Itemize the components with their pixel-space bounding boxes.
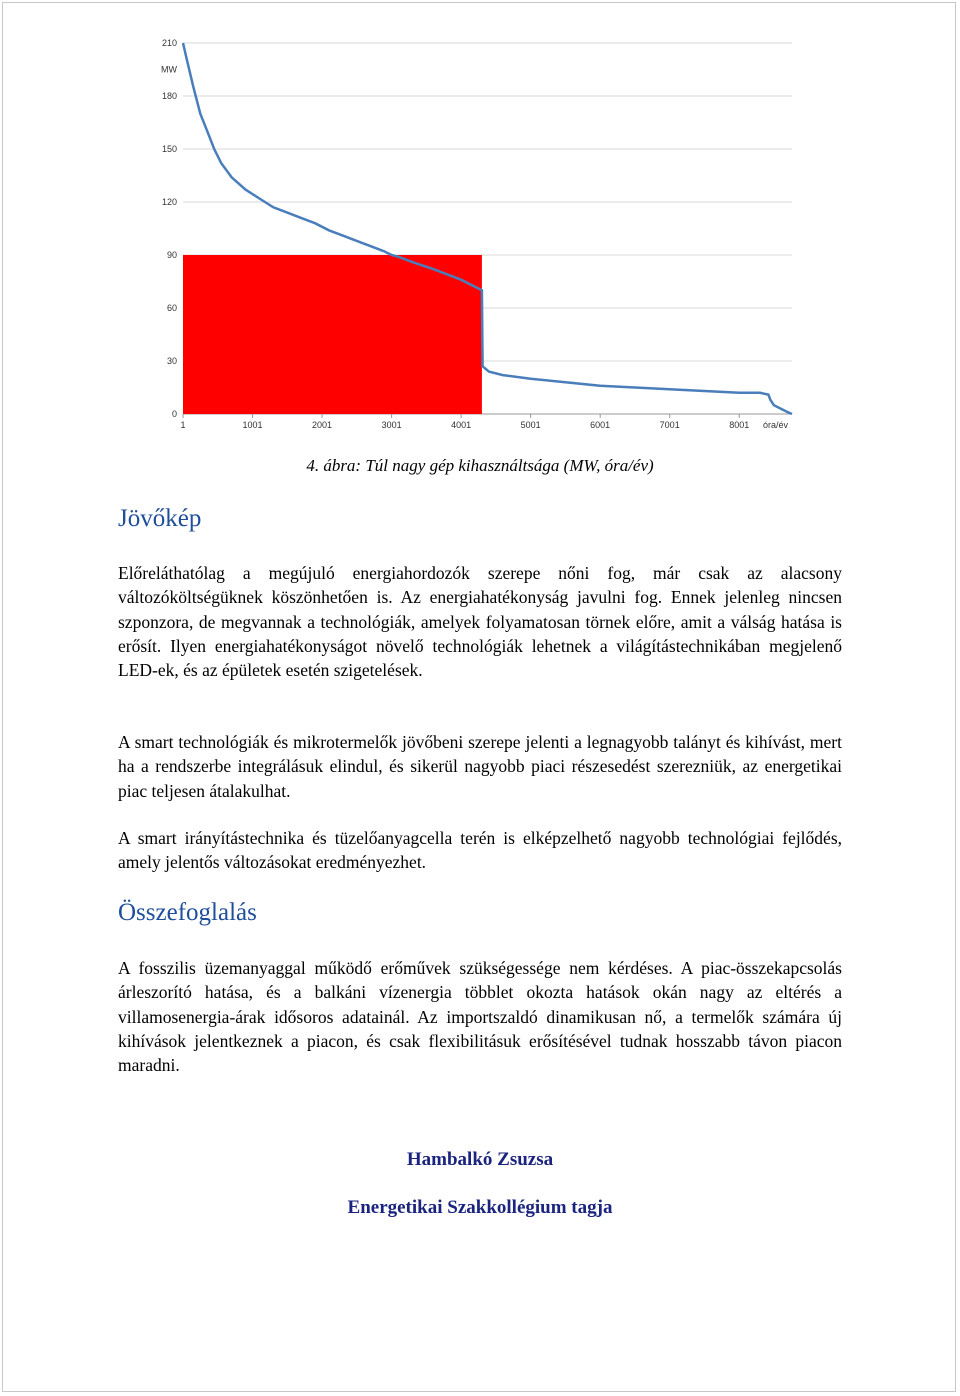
chart-y-axis — [162, 38, 177, 419]
paragraph-future-3: A smart irányítástechnika és tüzelőanyagcella terén is elképzelhető nagyobb technológiai fejlődés, amely jelentős változásokat eredményezhet. — [118, 828, 842, 873]
chart-x-axis — [180, 414, 792, 430]
signature-name: Hambalkó Zsuzsa — [406, 1149, 554, 1170]
chart-y-tick-label: 60 — [166, 303, 177, 313]
chart-x-tick-label: 5001 — [520, 420, 541, 430]
load-duration-chart — [150, 32, 800, 442]
chart-y-tick-label: 120 — [161, 197, 177, 207]
chart-highlight-rect — [183, 255, 482, 414]
chart-y-tick-label: 90 — [166, 250, 177, 260]
chart-x-tick-label: 6001 — [590, 420, 611, 430]
chart-y-tick-label: 30 — [166, 356, 177, 366]
paragraph-summary-1: A fosszilis üzemanyaggal működő erőművek szükségessége nem kérdéses. A piac-összekapcsolás árleszorító hatása, és a balkáni vízenergia többlet okozta hatások okán nagy az eltérés a villamosenergia-árak idősoros adatainál. Az importszaldó dinamikusan nő, a termelők számára új kihívások jelentkeznek a piacon, és csak flexibilitásuk erősítésével tudnak hosszabb távon piacon maradni. — [118, 958, 842, 1076]
chart-y-tick-label: 210 — [161, 38, 177, 48]
chart-x-tick-label: 1001 — [242, 420, 263, 430]
chart-y-tick-label: 150 — [161, 144, 177, 154]
heading-summary: Összefoglalás — [118, 899, 257, 926]
chart-x-tick-label: 3001 — [381, 420, 402, 430]
chart-x-tick-label: 8001 — [729, 420, 750, 430]
signature-role: Energetikai Szakkollégium tagja — [347, 1197, 613, 1218]
paragraph-future-2: A smart technológiák és mikrotermelők jövőbeni szerepe jelenti a legnagyobb talányt és kihívást, mert ha a rendszerbe integrálásuk elindul, és sikerül nagyobb piaci részesedést szerezniük, az energetikai piac teljesen átalakulhat. — [118, 732, 842, 801]
chart-y-tick-label: 180 — [161, 91, 177, 101]
paragraph-future-1: Előreláthatólag a megújuló energiahordozók szerepe nőni fog, már csak az alacsony változóköltségüknek köszönhetően is. Az energiahatékonyság javulni fog. Ennek jelenleg nincsen szponzora, de megvannak a technológiák, amelyek folyamatosan törnek előre, amit a válság hatása is erősít. Ilyen energiahatékonyságot növelő technológiák lehetnek a világítástechnikában megjelenő LED-ek, és az épületek esetén szigetelések. — [118, 563, 842, 681]
figure-caption — [0, 456, 960, 476]
chart-x-tick-label: 2001 — [312, 420, 333, 430]
figure-caption-text: 4. ábra: Túl nagy gép kihasználtsága (MW, óra/év) — [306, 456, 654, 475]
heading-future: Jövőkép — [118, 505, 202, 532]
chart-y-tick-label: 0 — [171, 409, 177, 419]
chart-x-tick-label: 4001 — [451, 420, 472, 430]
chart-y-label: MW — [161, 64, 177, 75]
chart-x-tick-label: 1 — [180, 420, 186, 430]
chart-x-tick-label: 7001 — [659, 420, 680, 430]
chart-x-label: óra/év — [762, 420, 788, 430]
